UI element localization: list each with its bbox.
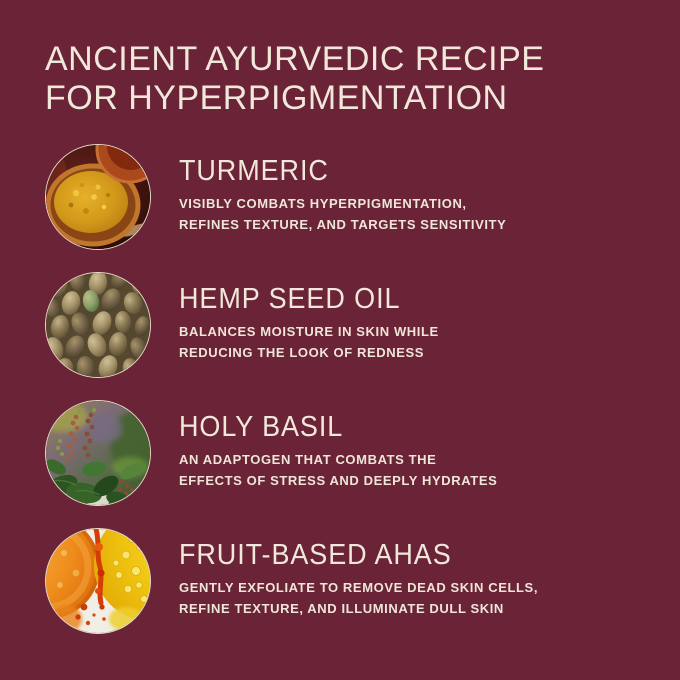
ingredient-row-holy-basil (45, 400, 644, 506)
ingredient-info (179, 272, 439, 363)
page-title (45, 40, 644, 118)
ingredient-name: TURMERIC (179, 155, 329, 188)
ingredient-description: VISIBLY COMBATS HYPERPIGMENTATION, REFINES TEXTURE, AND TARGETS SENSITIVITY (179, 196, 507, 233)
page-title-line2: FOR HYPERPIGMENTATION (45, 79, 508, 118)
ingredient-info (179, 144, 506, 235)
holy-basil-image (45, 400, 151, 506)
citrus-fruit-image (45, 528, 151, 634)
ingredient-description: AN ADAPTOGEN THAT COMBATS THE EFFECTS OF STRESS AND DEEPLY HYDRATES (179, 452, 498, 489)
ingredient-info (179, 400, 497, 491)
ingredient-name: HOLY BASIL (179, 411, 344, 444)
ingredient-row-hemp-seed-oil (45, 272, 644, 378)
turmeric-image (45, 144, 151, 250)
ingredient-info (179, 528, 538, 619)
ingredient-row-fruit-based-ahas (45, 528, 644, 634)
ingredient-row-turmeric (45, 144, 644, 250)
page-title-line1: ANCIENT AYURVEDIC RECIPE (45, 40, 545, 78)
ingredient-name: HEMP SEED OIL (179, 283, 401, 316)
ingredient-description: GENTLY EXFOLIATE TO REMOVE DEAD SKIN CELLS, REFINE TEXTURE, AND ILLUMINATE DULL SKIN (179, 580, 539, 617)
hemp-seeds-image (45, 272, 151, 378)
ingredient-name: FRUIT-BASED AHAS (179, 539, 452, 572)
ingredient-description: BALANCES MOISTURE IN SKIN WHILE REDUCING THE LOOK OF REDNESS (179, 324, 439, 361)
